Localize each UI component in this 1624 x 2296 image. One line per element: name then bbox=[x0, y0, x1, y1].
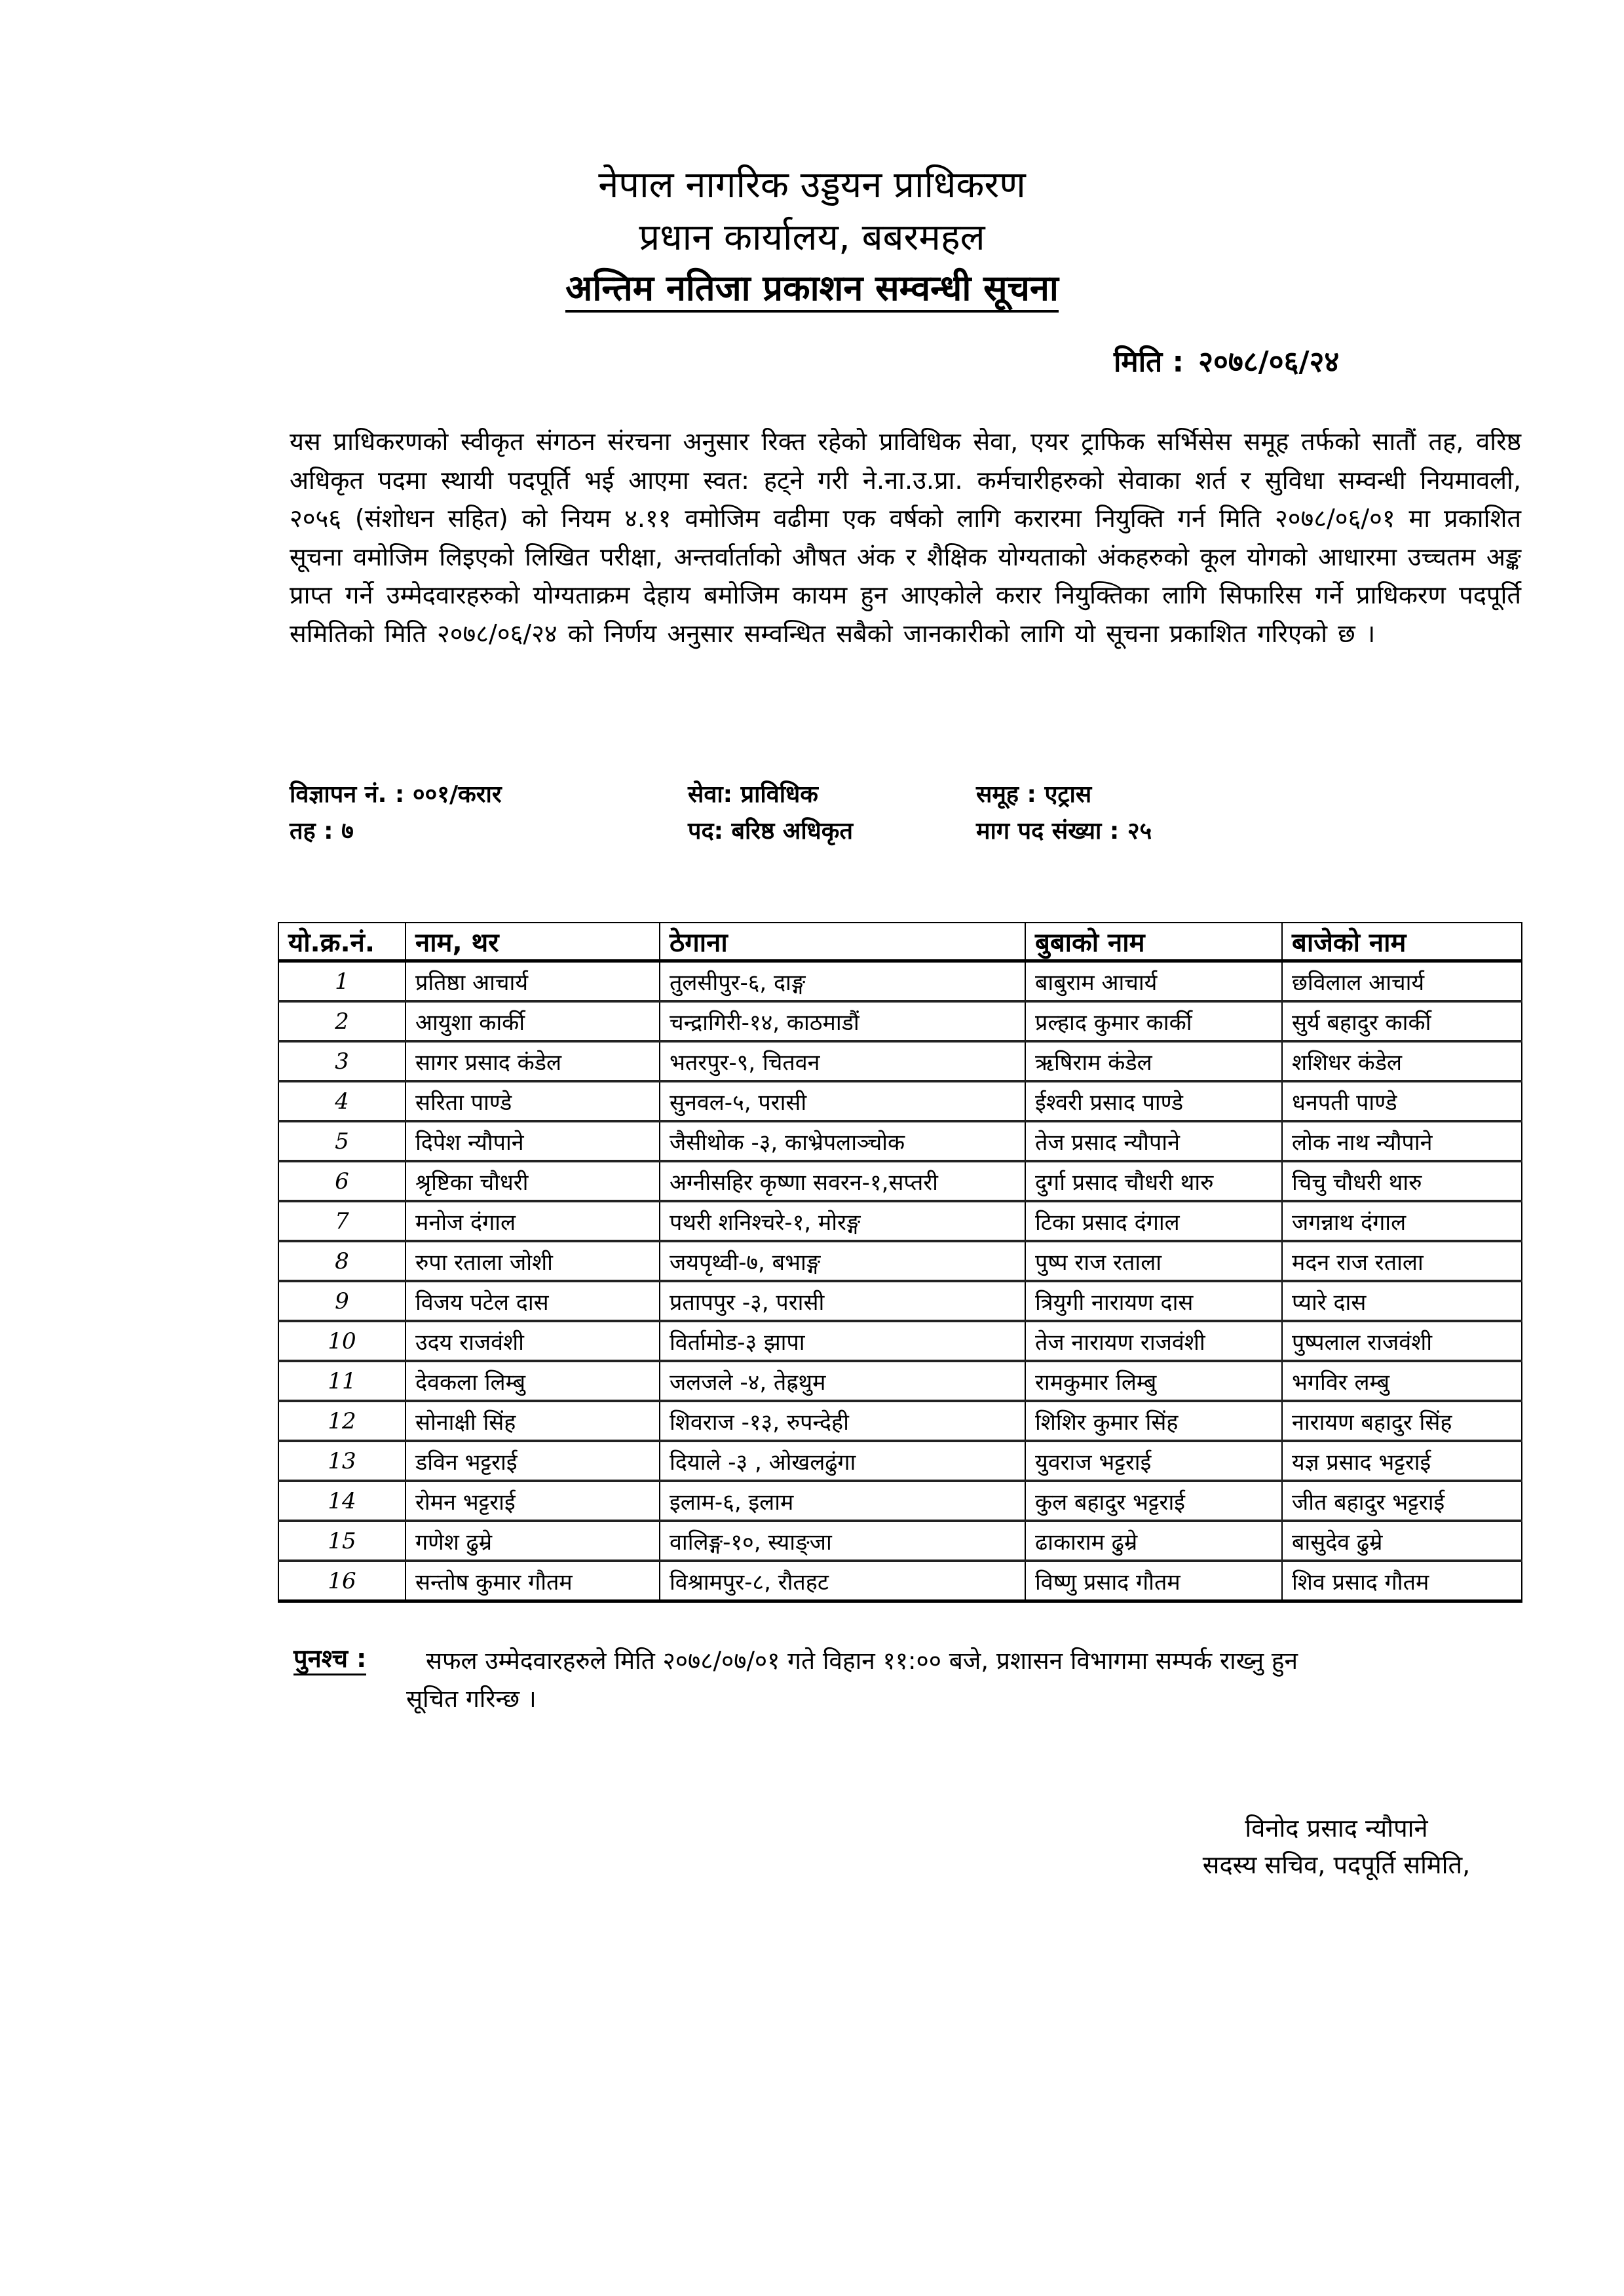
address-cell: इलाम-६, इलाम bbox=[660, 1481, 1025, 1521]
father-name-cell: शिशिर कुमार सिंह bbox=[1025, 1401, 1282, 1441]
postscript-line-1: सफल उम्मेदवारहरुले मिति २०७८/०७/०१ गते विहान ११:०० बजे, प्रशासन विभागमा सम्पर्क राख्नु हुन bbox=[426, 1647, 1298, 1675]
level: तह : ७ bbox=[290, 818, 354, 845]
rank-cell: 4 bbox=[278, 1081, 406, 1121]
notice-title bbox=[0, 265, 1624, 311]
table-row bbox=[278, 1241, 1522, 1281]
father-name-cell: ढाकाराम ढुम्रे bbox=[1025, 1521, 1282, 1561]
grandfather-name-cell: लोक नाथ न्यौपाने bbox=[1282, 1121, 1522, 1161]
name-cell: रुपा रताला जोशी bbox=[406, 1241, 660, 1281]
postscript-text bbox=[406, 1642, 1521, 1718]
father-name-cell: पुष्प राज रताला bbox=[1025, 1241, 1282, 1281]
name-cell: डविन भट्टराई bbox=[406, 1441, 660, 1481]
rank-cell: 3 bbox=[278, 1041, 406, 1081]
header-grandfather-name: बाजेको नाम bbox=[1282, 923, 1522, 961]
notice-title-text: अन्तिम नतिजा प्रकाशन सम्वन्धी सूचना bbox=[565, 267, 1059, 313]
notice-date bbox=[1114, 341, 1339, 380]
grandfather-name-cell: मदन राज रताला bbox=[1282, 1241, 1522, 1281]
name-cell: उदय राजवंशी bbox=[406, 1321, 660, 1361]
service: सेवा: प्राविधिक bbox=[688, 781, 818, 808]
header-address: ठेगाना bbox=[660, 923, 1025, 961]
grandfather-name-cell: भगविर लम्बु bbox=[1282, 1361, 1522, 1401]
table-row bbox=[278, 1321, 1522, 1361]
rank-cell: 10 bbox=[278, 1321, 406, 1361]
name-cell: गणेश ढुम्रे bbox=[406, 1521, 660, 1561]
father-name-cell: टिका प्रसाद दंगाल bbox=[1025, 1201, 1282, 1241]
address-cell: जयपृथ्वी-७, बभाङ्ग bbox=[660, 1241, 1025, 1281]
table-row bbox=[278, 961, 1522, 1002]
grandfather-name-cell: चिचु चौधरी थारु bbox=[1282, 1161, 1522, 1201]
postscript-label: पुनश्च : bbox=[293, 1643, 366, 1675]
name-cell: सागर प्रसाद कंडेल bbox=[406, 1041, 660, 1081]
name-cell: सरिता पाण्डे bbox=[406, 1081, 660, 1121]
post: पद: बरिष्ठ अधिकृत bbox=[688, 818, 853, 845]
table-row bbox=[278, 1121, 1522, 1161]
address-cell: जैसीथोक -३, काभ्रेपलाञ्चोक bbox=[660, 1121, 1025, 1161]
name-cell: विजय पटेल दास bbox=[406, 1281, 660, 1321]
demand-count: माग पद संख्या : २५ bbox=[976, 818, 1152, 845]
table-header-row bbox=[278, 923, 1522, 961]
header-name: नाम, थर bbox=[406, 923, 660, 961]
rank-cell: 13 bbox=[278, 1441, 406, 1481]
body-paragraph: यस प्राधिकरणको स्वीकृत संगठन संरचना अनुसार रिक्त रहेको प्राविधिक सेवा, एयर ट्राफिक सर्भिसेस समूह तर्फको सातौं तह, वरिष्ठ अधिकृत पदमा स्थायी पदपूर्ति भई आएमा स्वत: हट्ने गरी ने.ना.उ.प्रा. कर्मचारीहरुको सेवाका शर्त र सुविधा सम्वन्धी नियमावली, २०५६ (संशोधन सहित) को नियम ४.११ वमोजिम वढीमा एक वर्षको लागि करारमा नियुक्ति गर्न मिति २०७८/०६/०१ मा प्रकाशित सूचना वमोजिम लिइएको लिखित परीक्षा, अन्तर्वार्ताको औषत अंक र शैक्षिक योग्यताको अंकहरुको कूल योगको आधारमा उच्चतम अङ्क प्राप्त गर्ने उम्मेदवारहरुको योग्यताक्रम देहाय बमोजिम कायम हुन आएकोले करार नियुक्तिका लागि सिफारिस गर्ने प्राधिकरण पदपूर्ति समितिको मिति २०७८/०६/२४ को निर्णय अनुसार सम्वन्धित सबैको जानकारीको लागि यो सूचना प्रकाशित गरिएको छ । bbox=[290, 427, 1521, 648]
rank-cell: 2 bbox=[278, 1001, 406, 1041]
father-name-cell: त्रियुगी नारायण दास bbox=[1025, 1281, 1282, 1321]
grandfather-name-cell: जीत बहादुर भट्टराई bbox=[1282, 1481, 1522, 1521]
address-cell: विश्रामपुर-८, रौतहट bbox=[660, 1561, 1025, 1601]
grandfather-name-cell: छविलाल आचार्य bbox=[1282, 961, 1522, 1002]
date-value: २०७८/०६/२४ bbox=[1198, 345, 1340, 379]
results-table bbox=[278, 922, 1522, 1603]
father-name-cell: ऋषिराम कंडेल bbox=[1025, 1041, 1282, 1081]
group: समूह : एट्रास bbox=[976, 781, 1092, 808]
signatory-name: विनोद प्रसाद न्यौपाने bbox=[1245, 1814, 1428, 1843]
name-cell: दिपेश न्यौपाने bbox=[406, 1121, 660, 1161]
rank-cell: 15 bbox=[278, 1521, 406, 1561]
name-cell: सोनाक्षी सिंह bbox=[406, 1401, 660, 1441]
grandfather-name-cell: धनपती पाण्डे bbox=[1282, 1081, 1522, 1121]
address-cell: जलजले -४, तेह्रथुम bbox=[660, 1361, 1025, 1401]
table-row bbox=[278, 1281, 1522, 1321]
father-name-cell: विष्णु प्रसाद गौतम bbox=[1025, 1561, 1282, 1601]
name-cell: श्रृष्टिका चौधरी bbox=[406, 1161, 660, 1201]
name-cell: रोमन भट्टराई bbox=[406, 1481, 660, 1521]
postscript-line-2: सूचित गरिन्छ । bbox=[406, 1685, 537, 1713]
address-cell: भतरपुर-९, चितवन bbox=[660, 1041, 1025, 1081]
grandfather-name-cell: जगन्नाथ दंगाल bbox=[1282, 1201, 1522, 1241]
rank-cell: 11 bbox=[278, 1361, 406, 1401]
grandfather-name-cell: बासुदेव ढुम्रे bbox=[1282, 1521, 1522, 1561]
name-cell: प्रतिष्ठा आचार्य bbox=[406, 961, 660, 1002]
rank-cell: 9 bbox=[278, 1281, 406, 1321]
address-cell: चन्द्रागिरी-१४, काठमाडौं bbox=[660, 1001, 1025, 1041]
grandfather-name-cell: शिव प्रसाद गौतम bbox=[1282, 1561, 1522, 1601]
rank-cell: 8 bbox=[278, 1241, 406, 1281]
rank-cell: 6 bbox=[278, 1161, 406, 1201]
table-row bbox=[278, 1161, 1522, 1201]
organization-name: नेपाल नागरिक उड्डयन प्राधिकरण bbox=[598, 164, 1026, 206]
grandfather-name-cell: सुर्य बहादुर कार्की bbox=[1282, 1001, 1522, 1041]
signatory-designation: सदस्य सचिव, पदपूर्ति समिति, bbox=[1202, 1850, 1471, 1879]
address-cell: शिवराज -१३, रुपन्देही bbox=[660, 1401, 1025, 1441]
father-name-cell: तेज प्रसाद न्यौपाने bbox=[1025, 1121, 1282, 1161]
father-name-cell: दुर्गा प्रसाद चौधरी थारु bbox=[1025, 1161, 1282, 1201]
table-row bbox=[278, 1561, 1522, 1601]
header-father-name: बुबाको नाम bbox=[1025, 923, 1282, 961]
address-cell: विर्तामोड-३ झापा bbox=[660, 1321, 1025, 1361]
rank-cell: 14 bbox=[278, 1481, 406, 1521]
name-cell: देवकला लिम्बु bbox=[406, 1361, 660, 1401]
table-row bbox=[278, 1001, 1522, 1041]
father-name-cell: रामकुमार लिम्बु bbox=[1025, 1361, 1282, 1401]
table-row bbox=[278, 1401, 1522, 1441]
grandfather-name-cell: शशिधर कंडेल bbox=[1282, 1041, 1522, 1081]
table-row bbox=[278, 1081, 1522, 1121]
grandfather-name-cell: पुष्पलाल राजवंशी bbox=[1282, 1321, 1522, 1361]
table-row bbox=[278, 1041, 1522, 1081]
rank-cell: 16 bbox=[278, 1561, 406, 1601]
father-name-cell: प्रल्हाद कुमार कार्की bbox=[1025, 1001, 1282, 1041]
table-row bbox=[278, 1481, 1522, 1521]
rank-cell: 5 bbox=[278, 1121, 406, 1161]
header-rank: यो.क्र.नं. bbox=[278, 923, 406, 961]
father-name-cell: तेज नारायण राजवंशी bbox=[1025, 1321, 1282, 1361]
address-cell: पथरी शनिश्चरे-१, मोरङ्ग bbox=[660, 1201, 1025, 1241]
table-row bbox=[278, 1521, 1522, 1561]
table-row bbox=[278, 1201, 1522, 1241]
rank-cell: 1 bbox=[278, 961, 406, 1002]
name-cell: सन्तोष कुमार गौतम bbox=[406, 1561, 660, 1601]
rank-cell: 12 bbox=[278, 1401, 406, 1441]
address-cell: प्रतापपुर -३, परासी bbox=[660, 1281, 1025, 1321]
advertisement-number: विज्ञापन नं. : ००१/करार bbox=[290, 781, 502, 808]
grandfather-name-cell: यज्ञ प्रसाद भट्टराई bbox=[1282, 1441, 1522, 1481]
rank-cell: 7 bbox=[278, 1201, 406, 1241]
address-cell: तुलसीपुर-६, दाङ्ग bbox=[660, 961, 1025, 1002]
grandfather-name-cell: प्यारे दास bbox=[1282, 1281, 1522, 1321]
address-cell: दियाले -३ , ओखलढुंगा bbox=[660, 1441, 1025, 1481]
name-cell: मनोज दंगाल bbox=[406, 1201, 660, 1241]
table-row bbox=[278, 1361, 1522, 1401]
office-name: प्रधान कार्यालय, बबरमहल bbox=[639, 216, 985, 259]
father-name-cell: बाबुराम आचार्य bbox=[1025, 961, 1282, 1002]
table-row bbox=[278, 1441, 1522, 1481]
father-name-cell: ईश्वरी प्रसाद पाण्डे bbox=[1025, 1081, 1282, 1121]
name-cell: आयुशा कार्की bbox=[406, 1001, 660, 1041]
address-cell: अग्नीसहिर कृष्णा सवरन-१,सप्तरी bbox=[660, 1161, 1025, 1201]
address-cell: वालिङ्ग-१०, स्याङ्जा bbox=[660, 1521, 1025, 1561]
grandfather-name-cell: नारायण बहादुर सिंह bbox=[1282, 1401, 1522, 1441]
father-name-cell: युवराज भट्टराई bbox=[1025, 1441, 1282, 1481]
father-name-cell: कुल बहादुर भट्टराई bbox=[1025, 1481, 1282, 1521]
address-cell: सुनवल-५, परासी bbox=[660, 1081, 1025, 1121]
date-label: मिति : bbox=[1114, 345, 1184, 379]
